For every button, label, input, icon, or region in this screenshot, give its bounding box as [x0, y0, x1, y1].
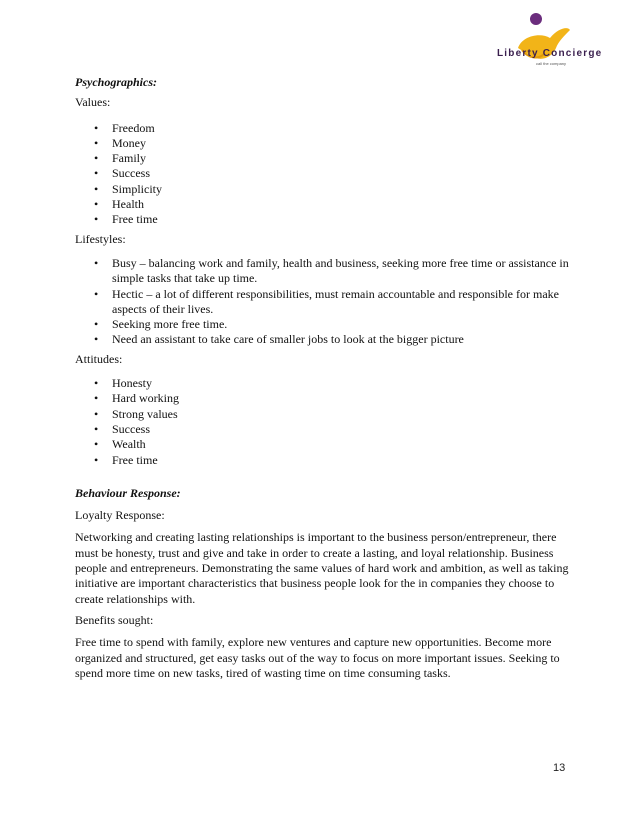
values-list	[75, 121, 570, 228]
behaviour-response-heading: Behaviour Response:	[75, 485, 181, 500]
lifestyles-list	[75, 256, 570, 348]
benefits-sought-label: Benefits sought:	[75, 612, 154, 627]
values-label: Values:	[75, 95, 111, 110]
list-item: • Free time	[75, 212, 570, 227]
list-item: • Wealth	[75, 437, 570, 452]
list-item: • Seeking more free time.	[75, 317, 570, 332]
list-item: • Health	[75, 197, 570, 212]
benefits-sought-text: Free time to spend with family, explore new ventures and capture new opportunities. Become more organized and structured, get easy tasks out of the way to focus on more important issues. Seeking to spend more time on new tasks, tired of wasting time on time consuming tasks.	[75, 635, 560, 680]
list-item: • Busy – balancing work and family, health and business, seeking more free time or assistance in simple tasks that take up time.	[75, 256, 570, 287]
logo-tagline: call the company	[536, 61, 567, 66]
list-item: • Success	[75, 422, 570, 437]
list-item: • Need an assistant to take care of smaller jobs to look at the bigger picture	[75, 332, 570, 347]
loyalty-response-label: Loyalty Response:	[75, 508, 165, 523]
list-item: • Hectic – a lot of different responsibilities, must remain accountable and responsible for make aspects of their lives.	[75, 287, 570, 318]
psychographics-heading: Psychographics:	[75, 75, 157, 89]
list-item: • Simplicity	[75, 182, 570, 197]
attitudes-label: Attitudes:	[75, 351, 123, 366]
loyalty-response-text: Networking and creating lasting relationships is important to the business person/entrepreneur, there must be honesty, trust and give and take in order to create a lasting, and loyal relationship. Business people and entrepreneurs. Demonstrating the same values of hard work and ambition, as well as taking initiative are important characteristics that business people look for the in companies they choose to create relationships with.	[75, 530, 569, 606]
list-item: • Money	[75, 136, 570, 151]
list-item: • Hard working	[75, 391, 570, 406]
list-item: • Strong values	[75, 407, 570, 422]
list-item: • Free time	[75, 453, 570, 468]
list-item: • Success	[75, 166, 570, 181]
list-item: • Family	[75, 151, 570, 166]
logo-wordmark: Liberty Concierge	[497, 48, 603, 59]
document-body	[75, 73, 570, 681]
list-item: • Honesty	[75, 376, 570, 391]
list-item: • Freedom	[75, 121, 570, 136]
lifestyles-label: Lifestyles:	[75, 231, 126, 246]
attitudes-list	[75, 376, 570, 468]
page-number: 13	[553, 762, 566, 774]
